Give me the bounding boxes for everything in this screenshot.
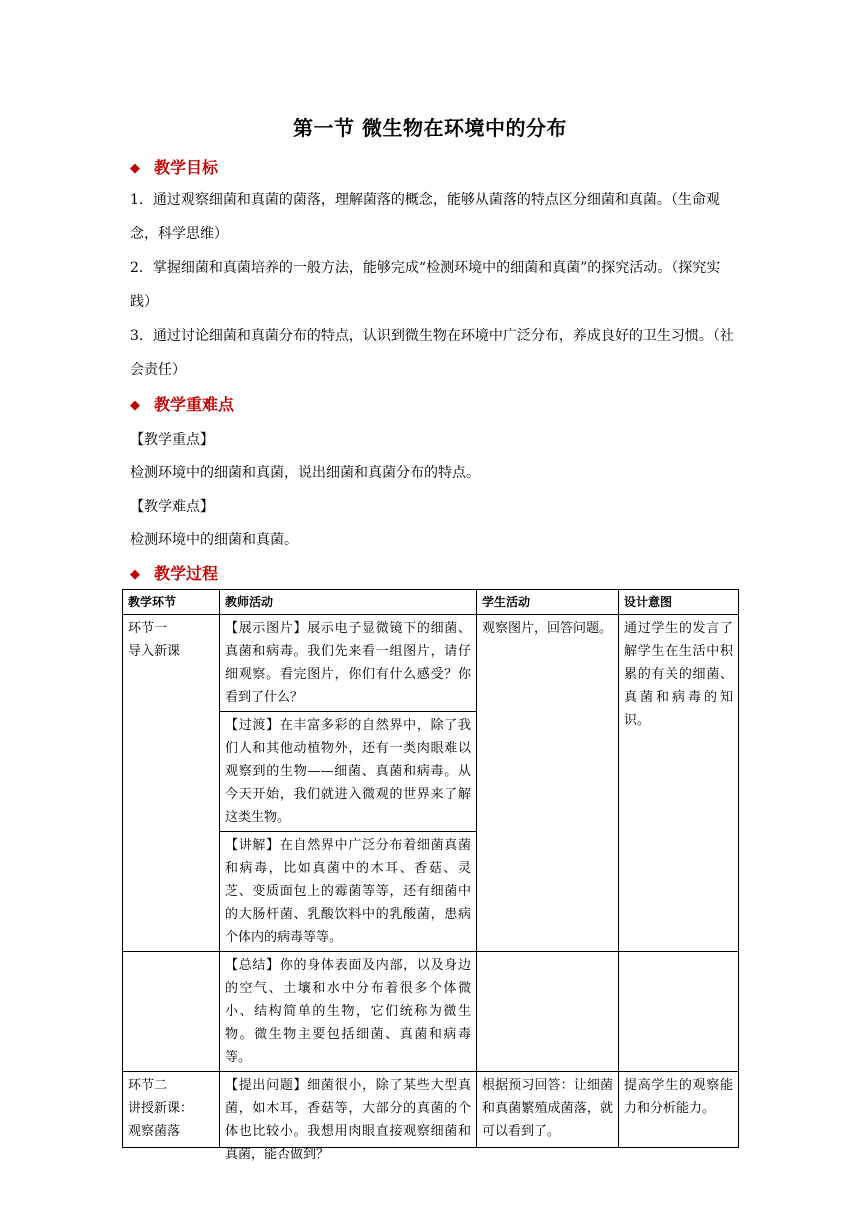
header-teacher: 教师活动 <box>220 590 477 615</box>
teacher-activity-cell <box>220 1072 477 1162</box>
diamond-bullet-icon: ◆ <box>130 161 140 176</box>
process-table <box>122 589 739 1162</box>
section-heading-objectives <box>130 155 218 178</box>
diamond-bullet-icon: ◆ <box>130 398 140 413</box>
student-activity-text: 根据预习回答：让细菌和真菌繁殖成菌落，就可以看到了。 <box>482 1078 613 1139</box>
focus-text: 检测环境中的细菌和真菌，说出细菌和真菌分布的特点。 <box>130 465 480 481</box>
teacher-activity-cell: 【讲解】在自然界中广泛分布着细菌真菌和病毒，比如真菌中的木耳、香菇、灵芝、变质面包上的霉菌等等，还有细菌中的大肠杆菌、乳酸饮料中的乳酸菌，患病个体内的病毒等等。 <box>220 832 477 952</box>
objective-2: 2．掌握细菌和真菌培养的一般方法，能够完成“检测环境中的细菌和真菌”的探究活动。（探究实践） <box>130 260 721 310</box>
student-activity-cell: 观察图片，回答问题。 <box>477 615 619 952</box>
stage-line: 讲授新课： <box>128 1101 194 1116</box>
stage-line: 观察菌落 <box>128 1124 181 1139</box>
section-title: 教学重难点 <box>154 395 235 414</box>
header-intent: 设计意图 <box>619 590 739 615</box>
stage-line: 环节二 <box>128 1078 168 1093</box>
table-row <box>123 615 739 712</box>
stage-cell <box>123 1072 220 1148</box>
table-row <box>123 952 739 1072</box>
difficulty-text: 检测环境中的细菌和真菌。 <box>130 532 298 548</box>
page-title: 第一节 微生物在环境中的分布 <box>293 116 567 140</box>
objective-1: 1．通过观察细菌和真菌的菌落，理解菌落的概念，能够从菌落的特点区分细菌和真菌。（生命观念，科学思维） <box>130 192 720 242</box>
stage-line: 导入新课 <box>128 644 181 659</box>
teacher-activity-cell: 【过渡】在丰富多彩的自然界中，除了我们人和其他动植物外，还有一类肉眼难以观察到的生物——细菌、真菌和病毒。从今天开始，我们就进入微观的世界来了解这类生物。 <box>220 712 477 832</box>
student-activity-cell <box>477 1072 619 1148</box>
focus-label: 【教学重点】 <box>130 432 214 448</box>
design-intent-cell: 通过学生的发言了解学生在生活中积累的有关的细菌、真菌和病毒的知识。 <box>619 615 739 952</box>
table-header-row <box>123 590 739 615</box>
section-title: 教学目标 <box>154 158 219 177</box>
diamond-bullet-icon: ◆ <box>130 567 140 582</box>
stage-line: 环节一 <box>128 621 168 636</box>
section-title: 教学过程 <box>154 564 219 583</box>
design-intent-text: 提高学生的观察能力和分析能力。 <box>624 1078 733 1116</box>
section-heading-keypoints <box>130 392 234 415</box>
design-intent-cell <box>619 1072 739 1148</box>
teacher-activity-text: 【提出问题】细菌很小，除了某些大型真菌，如木耳，香菇等，大部分的真菌的个体也比较小。我想用肉眼直接观察细菌和真菌，能否做到？ <box>225 1078 471 1162</box>
difficulty-label: 【教学难点】 <box>130 499 214 515</box>
teacher-activity-cell: 【总结】你的身体表面及内部，以及身边的空气、土壤和水中分布着很多个体微小、结构简单的生物，它们统称为微生物。微生物主要包括细菌、真菌和病毒等。 <box>220 952 477 1072</box>
teacher-activity-cell: 【展示图片】展示电子显微镜下的细菌、真菌和病毒。我们先来看一组图片，请仔细观察。看完图片，你们有什么感受？你看到了什么？ <box>220 615 477 712</box>
header-student: 学生活动 <box>477 590 619 615</box>
stage-cell <box>123 615 220 952</box>
table-row <box>123 1072 739 1148</box>
empty-cell <box>477 952 619 1072</box>
objective-3: 3．通过讨论细菌和真菌分布的特点，认识到微生物在环境中广泛分布，养成良好的卫生习惯。（社会责任） <box>130 328 734 378</box>
empty-cell <box>123 952 220 1072</box>
empty-cell <box>619 952 739 1072</box>
section-heading-process <box>130 561 218 584</box>
header-stage: 教学环节 <box>123 590 220 615</box>
